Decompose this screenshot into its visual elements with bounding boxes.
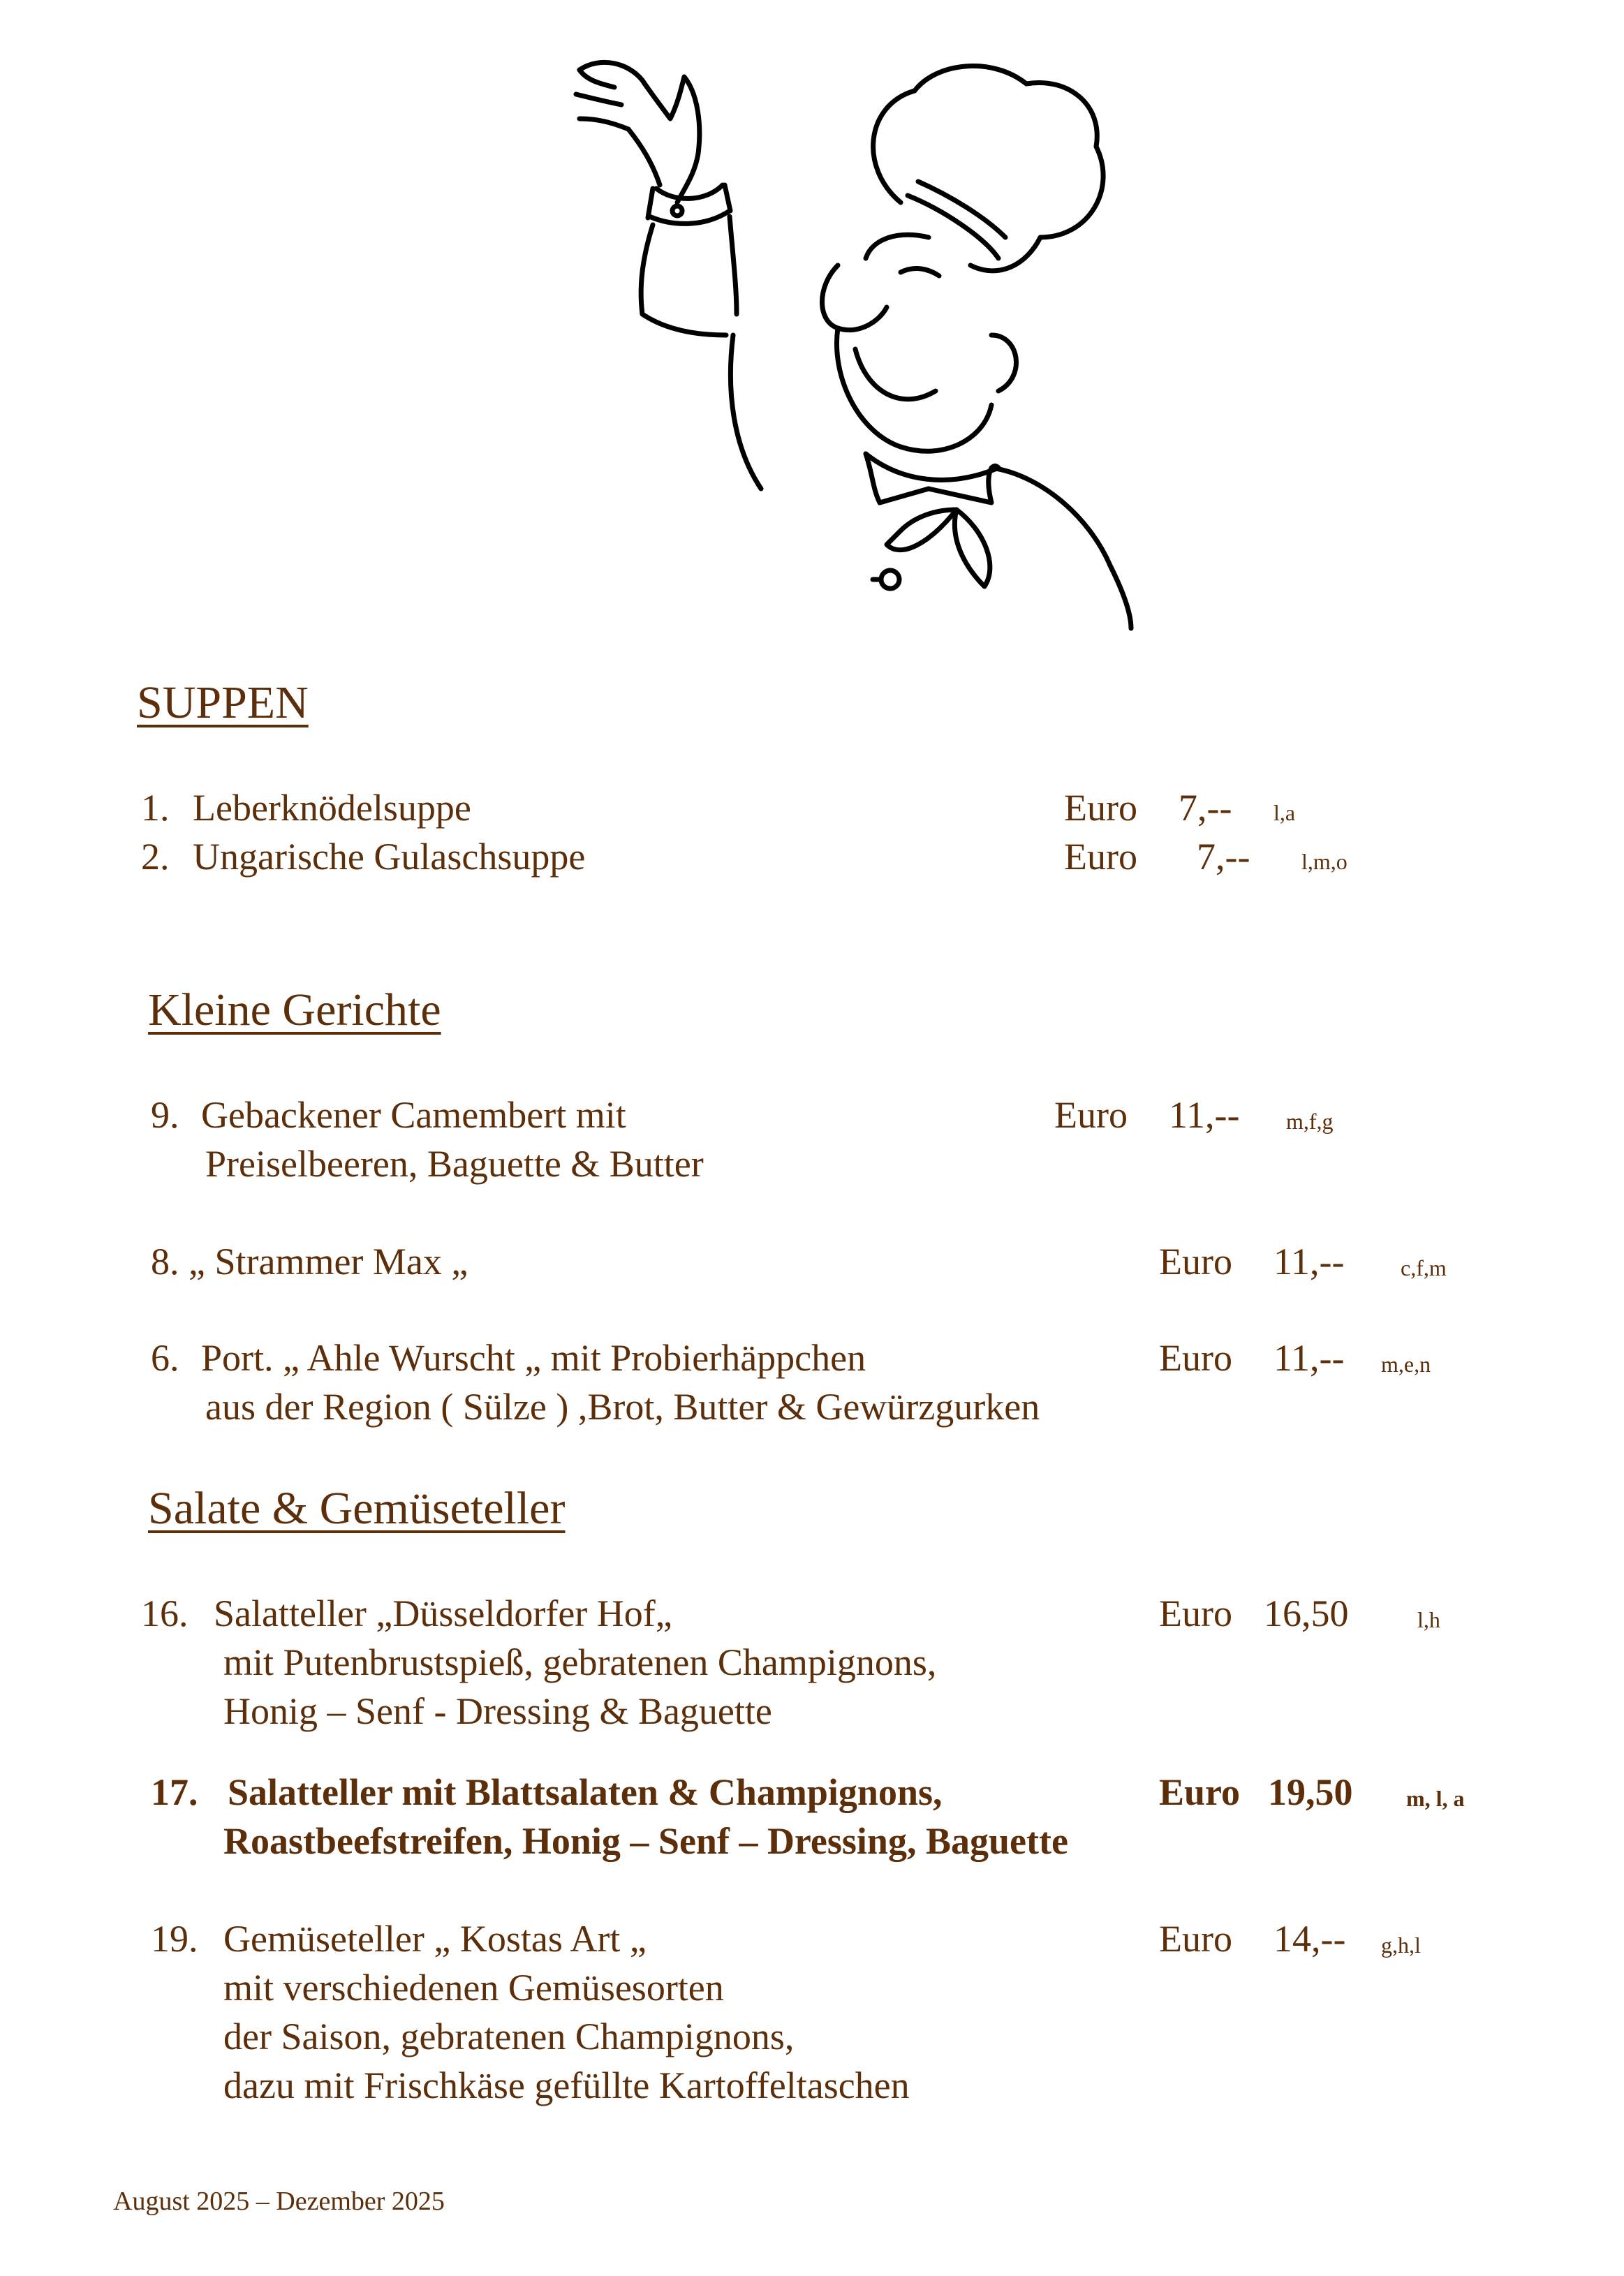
item-price: 11,-- [1274, 1337, 1345, 1379]
item-num: 6. [151, 1337, 179, 1379]
section-title-kleine-gerichte: Kleine Gerichte [148, 984, 441, 1035]
item-allergens: g,h,l [1381, 1933, 1421, 1958]
footer-date-range: August 2025 – Dezember 2025 [113, 2187, 445, 2216]
item-currency: Euro [1159, 1593, 1232, 1634]
item-currency: Euro [1159, 1337, 1232, 1379]
item-allergens: l,h [1417, 1607, 1440, 1632]
item-price: 11,-- [1169, 1094, 1240, 1136]
item-name: Port. „ Ahle Wurscht „ mit Probierhäppchen [201, 1337, 866, 1379]
item-num: 2. [141, 836, 170, 878]
item-allergens: l,a [1274, 800, 1296, 825]
item-price: 16,50 [1264, 1593, 1349, 1634]
item-name: „ Strammer Max „ [189, 1241, 468, 1283]
item-currency: Euro [1159, 1241, 1232, 1283]
chef-illustration [538, 28, 1208, 642]
item-num: 16. [141, 1593, 189, 1634]
item-num: 19. [151, 1918, 198, 1960]
item-allergens: m, l, a [1406, 1786, 1465, 1811]
item-currency: Euro [1054, 1094, 1128, 1136]
section-title-salate: Salate & Gemüseteller [148, 1483, 566, 1534]
item-allergens: c,f,m [1401, 1255, 1447, 1280]
item-description: Honig – Senf - Dressing & Baguette [223, 1690, 772, 1732]
item-num: 8. [151, 1241, 179, 1283]
item-description: mit Putenbrustspieß, gebratenen Champignons, [223, 1641, 937, 1683]
item-num: 1. [141, 787, 170, 829]
item-name: Leberknödelsuppe [193, 787, 471, 829]
item-name: Salatteller mit Blattsalaten & Champignons, [228, 1771, 943, 1813]
item-price: 7,-- [1179, 787, 1232, 829]
item-allergens: m,f,g [1286, 1109, 1334, 1134]
item-price: 7,-- [1197, 836, 1250, 878]
item-name: Ungarische Gulaschsuppe [193, 836, 586, 878]
item-description: mit verschiedenen Gemüsesorten [223, 1967, 724, 2009]
item-price: 14,-- [1274, 1918, 1346, 1960]
item-currency: Euro [1159, 1771, 1241, 1813]
item-num: 9. [151, 1094, 179, 1136]
item-currency: Euro [1064, 836, 1137, 878]
item-name: Gebackener Camembert mit [201, 1094, 626, 1136]
item-currency: Euro [1064, 787, 1137, 829]
item-allergens: l,m,o [1301, 849, 1348, 874]
item-description: dazu mit Frischkäse gefüllte Kartoffeltaschen [223, 2064, 910, 2106]
item-num: 17. [151, 1771, 198, 1813]
item-price: 19,50 [1268, 1771, 1353, 1813]
item-name: Gemüseteller „ Kostas Art „ [223, 1918, 647, 1960]
item-description: Roastbeefstreifen, Honig – Senf – Dressing, Baguette [223, 1820, 1068, 1862]
section-title-suppen: SUPPEN [137, 677, 309, 728]
item-description: Preiselbeeren, Baguette & Butter [205, 1143, 704, 1185]
item-description: der Saison, gebratenen Champignons, [223, 2016, 795, 2057]
item-description: aus der Region ( Sülze ) ,Brot, Butter & Gewürzgurken [205, 1386, 1040, 1428]
item-price: 11,-- [1274, 1241, 1345, 1283]
item-name: Salatteller „Düsseldorfer Hof„ [214, 1593, 672, 1634]
item-allergens: m,e,n [1381, 1352, 1431, 1377]
item-currency: Euro [1159, 1918, 1232, 1960]
